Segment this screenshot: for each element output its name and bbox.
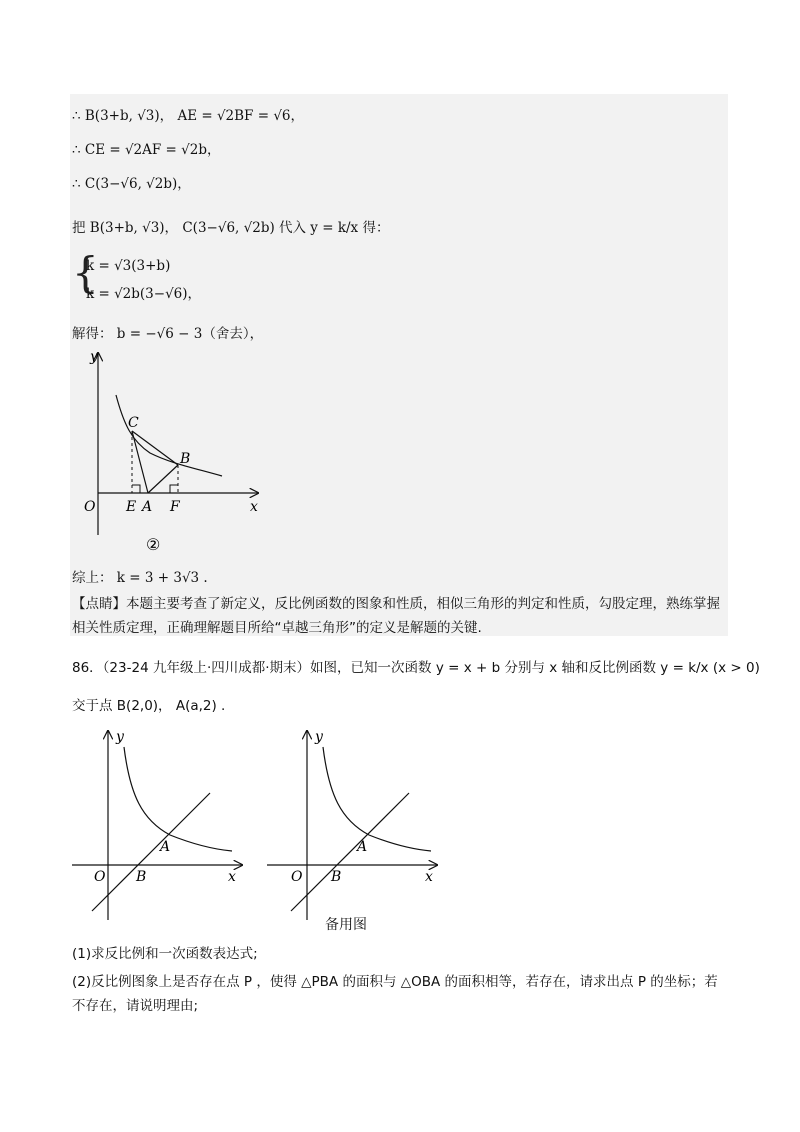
fig1-label-x: x — [228, 869, 236, 885]
fig-alt-label-y: y — [315, 729, 323, 745]
fig-alt-label-B: B — [331, 869, 342, 885]
fig1-label-B: B — [136, 869, 147, 885]
fig2-label-B: B — [180, 451, 191, 467]
solution-comment: 【点睛】本题主要考查了新定义，反比例函数的图象和性质，相似三角形的判定和性质，勾股定理，熟练掌握相关性质定理，正确理解题目所给“卓越三角形”的定义是解题的关键. — [72, 596, 720, 636]
equation-system-brace: { — [72, 248, 99, 297]
solution-figure-2 — [70, 345, 270, 555]
fig2-caption: ② — [146, 535, 161, 554]
solution-line-1: ∴ B(3+b, √3)， AE = √2BF = √6， — [72, 108, 305, 124]
problem-figure-1 — [70, 725, 250, 925]
equation-system-line-1: k = √3(3+b) — [86, 258, 171, 274]
solution-line-5: 解得： b = −√6 − 3（舍去）， — [72, 326, 264, 342]
solution-line-3: ∴ C(3−√6, √2b)， — [72, 176, 191, 192]
equation-system-line-2: k = √2b(3−√6)， — [86, 286, 202, 302]
problem-86-line-2: 交于点 B(2,0)， A(a,2) . — [72, 698, 226, 714]
fig2-label-A: A — [142, 499, 153, 515]
fig1-label-y: y — [116, 729, 124, 745]
fig2-label-O: O — [84, 499, 96, 515]
fig2-label-y: y — [90, 349, 98, 365]
fig2-label-C: C — [128, 415, 139, 431]
fig-alt-label-O: O — [291, 869, 303, 885]
question-2: (2)反比例图象上是否存在点 P ，使得 △PBA 的面积与 △OBA 的面积相等，若存在，请求出点 P 的坐标；若不存在，请说明理由; — [72, 974, 718, 1014]
fig2-label-x: x — [250, 499, 258, 515]
fig2-label-F: F — [170, 499, 180, 515]
fig1-label-O: O — [94, 869, 106, 885]
solution-conclusion: 综上： k = 3 + 3√3 . — [72, 570, 208, 586]
fig-alt-label-A: A — [357, 839, 368, 855]
problem-86-line-1: 86．（23-24 九年级上·四川成都·期末）如图，已知一次函数 y = x + b 分别与 x 轴和反比例函数 y = k/x (x > 0) — [72, 660, 760, 676]
problem-figure-2 — [265, 725, 445, 925]
solution-line-2: ∴ CE = √2AF = √2b， — [72, 142, 221, 158]
backup-figure-caption: 备用图 — [325, 917, 367, 933]
question-1: (1)求反比例和一次函数表达式; — [72, 946, 258, 962]
solution-line-4: 把 B(3+b, √3)， C(3−√6, √2b) 代入 y = k/x 得： — [72, 220, 390, 236]
fig2-label-E: E — [126, 499, 137, 515]
fig-alt-label-x: x — [425, 869, 433, 885]
fig1-label-A: A — [160, 839, 171, 855]
